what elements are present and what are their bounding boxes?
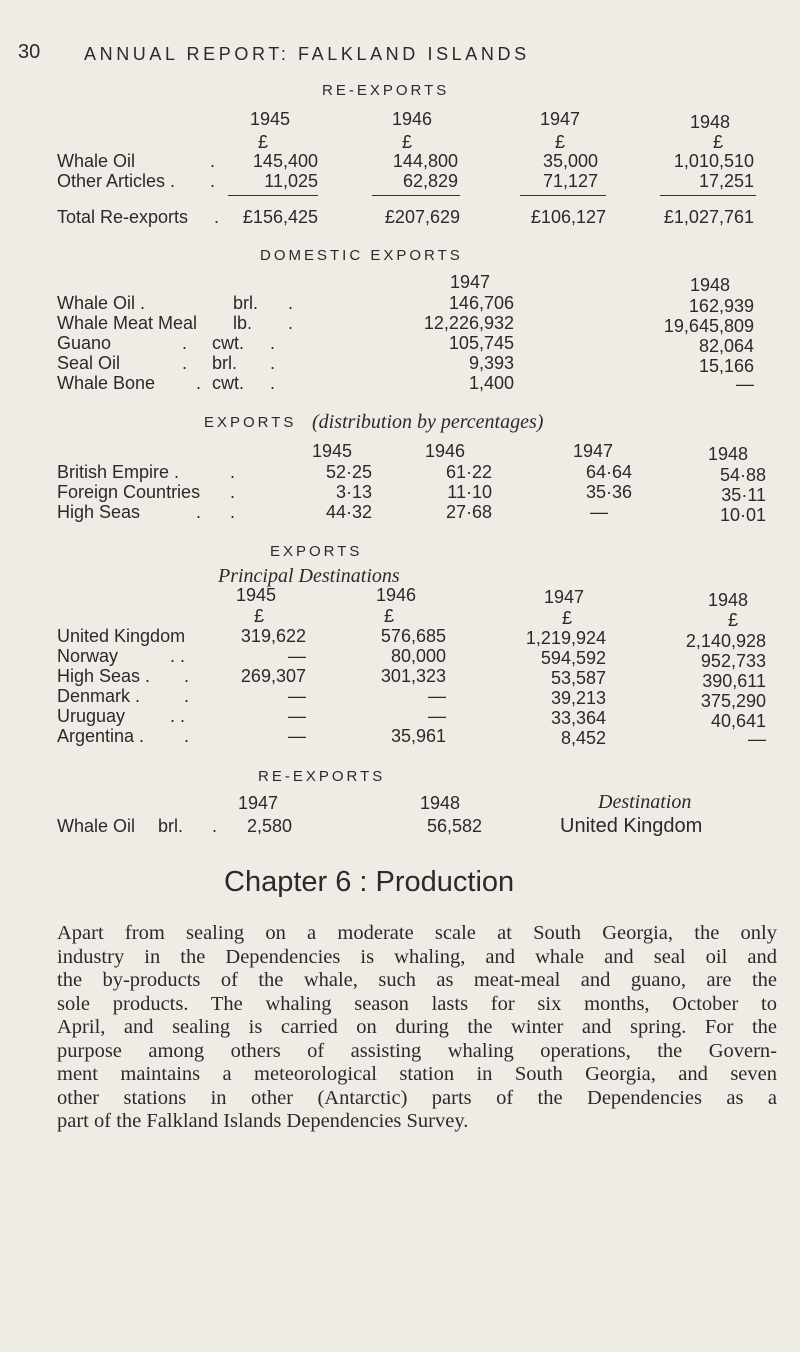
value-cell: 15,166 xyxy=(698,356,754,376)
year-header: 1947 xyxy=(543,587,585,607)
value-cell: 11,025 xyxy=(264,171,318,191)
value-cell: 40,641 xyxy=(710,711,766,731)
value-cell: 35,961 xyxy=(390,726,446,746)
page-number: 30 xyxy=(18,41,41,63)
domestic-exports-heading: DOMESTIC EXPORTS xyxy=(260,247,463,264)
row-label: Denmark . xyxy=(57,686,141,706)
value-cell: 594,592 xyxy=(540,648,606,668)
destinations-subheading: Principal Destinations xyxy=(218,565,400,587)
leader-dots: . xyxy=(288,313,294,333)
leader-dots: . xyxy=(230,482,236,502)
value-cell: 82,064 xyxy=(698,336,754,356)
year-header: 1945 xyxy=(235,585,277,605)
value-cell: 145,400 xyxy=(252,151,318,171)
leader-dots: . xyxy=(230,502,236,522)
leader-dots: . xyxy=(210,171,216,191)
value-cell: — xyxy=(288,686,306,706)
value-cell: 3·13 xyxy=(335,482,372,502)
chapter-title: Chapter 6 : Production xyxy=(224,866,515,898)
value-cell: — xyxy=(428,706,446,726)
year-header: 1947 xyxy=(449,272,491,292)
row-label: Whale Bone xyxy=(57,373,156,393)
value-cell: 269,307 xyxy=(240,666,306,686)
year-header: 1945 xyxy=(249,109,291,129)
currency-symbol: £ xyxy=(254,606,265,626)
unit-cell: brl. xyxy=(233,293,259,313)
row-label: British Empire . xyxy=(57,462,180,482)
paragraph-line: other stations in other (Antarctic) parts of the Dependencies as a xyxy=(57,1086,777,1109)
chapter-paragraph xyxy=(57,922,777,1134)
year-header: 1948 xyxy=(689,275,731,295)
leader-dots: . xyxy=(270,353,276,373)
leader-dots: . xyxy=(210,151,216,171)
leader-dots: . xyxy=(288,293,294,313)
value-cell: — xyxy=(288,646,306,666)
unit-cell: cwt. xyxy=(212,333,245,353)
row-label: Foreign Countries xyxy=(57,482,201,502)
value-cell: — xyxy=(288,706,306,726)
currency-symbol: £ xyxy=(555,132,566,152)
value-cell: 53,587 xyxy=(550,668,606,688)
row-label: Whale Oil xyxy=(57,151,136,171)
currency-symbol: £ xyxy=(402,132,413,152)
value-cell: 52·25 xyxy=(325,462,372,482)
value-cell: 105,745 xyxy=(448,333,514,353)
paragraph-line: ment maintains a meteorological station in South Georgia, and seven xyxy=(57,1063,777,1085)
unit-cell: brl. xyxy=(212,353,238,373)
value-cell: 301,323 xyxy=(380,666,446,686)
value-cell: 33,364 xyxy=(550,708,606,728)
row-label: High Seas . xyxy=(57,666,151,686)
value-cell: 12,226,932 xyxy=(423,313,514,333)
currency-symbol: £ xyxy=(384,606,395,626)
leader-dots: . . xyxy=(170,646,186,666)
value-cell: 162,939 xyxy=(688,296,754,316)
leader-dots: . xyxy=(270,333,276,353)
year-header: 1948 xyxy=(707,444,749,464)
row-label: Whale Oil . xyxy=(57,293,146,313)
leader-dots: . xyxy=(212,816,218,836)
destination-header: Destination xyxy=(598,791,692,813)
value-cell: 39,213 xyxy=(550,688,606,708)
value-cell: — xyxy=(736,374,754,394)
exports-heading: EXPORTS xyxy=(270,543,363,560)
total-label: Total Re-exports xyxy=(57,207,189,227)
value-cell: 576,685 xyxy=(380,626,446,646)
value-cell: 9,393 xyxy=(468,353,514,373)
year-header: 1948 xyxy=(419,793,461,813)
value-cell: 10·01 xyxy=(719,505,766,525)
row-label: Argentina . xyxy=(57,726,145,746)
unit-cell: brl. xyxy=(158,816,184,836)
value-cell: 375,290 xyxy=(700,691,766,711)
unit-cell: lb. xyxy=(233,313,253,333)
value-cell: 390,611 xyxy=(702,671,766,691)
leader-dots: . xyxy=(230,462,236,482)
year-header: 1948 xyxy=(689,112,731,132)
value-cell: 44·32 xyxy=(325,502,372,522)
total-cell: £106,127 xyxy=(530,207,606,227)
paragraph-line: industry in the Dependencies is whaling, and whale and seal oil and xyxy=(57,945,777,968)
leader-dots: . xyxy=(184,666,190,686)
leader-dots: . xyxy=(196,502,202,522)
row-label: United Kingdom xyxy=(57,626,186,646)
leader-dots: . xyxy=(184,686,190,706)
value-cell: 1,010,510 xyxy=(673,151,754,171)
value-cell: 146,706 xyxy=(448,293,514,313)
year-header: 1947 xyxy=(237,793,279,813)
paragraph-line: sole products. The whaling season lasts for six months, October to xyxy=(57,992,777,1015)
row-label: Guano xyxy=(57,333,112,353)
currency-symbol: £ xyxy=(562,608,573,628)
row-label: Uruguay xyxy=(57,706,126,726)
leader-dots: . xyxy=(270,373,276,393)
value-cell: 952,733 xyxy=(700,651,766,671)
year-header: 1946 xyxy=(391,109,433,129)
total-cell: £156,425 xyxy=(242,207,318,227)
year-header: 1946 xyxy=(424,441,466,461)
leader-dots: . xyxy=(184,726,190,746)
paragraph-line: Apart from sealing on a moderate scale at South Georgia, the only xyxy=(57,922,777,944)
value-cell: — xyxy=(748,729,766,749)
value-cell: 35·36 xyxy=(585,482,632,502)
total-cell: £207,629 xyxy=(384,207,460,227)
value-cell: 54·88 xyxy=(719,465,766,485)
value-cell: 80,000 xyxy=(390,646,446,666)
value-cell: 2,580 xyxy=(246,816,292,836)
value-cell: 35,000 xyxy=(542,151,598,171)
value-cell: 144,800 xyxy=(392,151,458,171)
value-cell: 71,127 xyxy=(542,171,598,191)
sum-rule xyxy=(660,195,756,196)
leader-dots: . xyxy=(182,353,188,373)
currency-symbol: £ xyxy=(713,132,724,152)
value-cell: 2,140,928 xyxy=(685,631,766,651)
value-cell: 8,452 xyxy=(560,728,606,748)
paragraph-line: purpose among others of assisting whaling operations, the Govern- xyxy=(57,1039,777,1062)
destination-cell: United Kingdom xyxy=(560,815,703,837)
row-label: Seal Oil xyxy=(57,353,121,373)
year-header: 1947 xyxy=(572,441,614,461)
leader-dots: . xyxy=(182,333,188,353)
currency-symbol: £ xyxy=(258,132,269,152)
paragraph-line: part of the Falkland Islands Dependencies Survey. xyxy=(57,1110,469,1132)
row-label: Other Articles . xyxy=(57,171,176,191)
year-header: 1945 xyxy=(311,441,353,461)
leader-dots: . xyxy=(214,207,220,227)
exports-heading: EXPORTS xyxy=(204,414,297,431)
value-cell: 62,829 xyxy=(402,171,458,191)
leader-dots: . xyxy=(196,373,202,393)
year-header: 1947 xyxy=(539,109,581,129)
value-cell: 64·64 xyxy=(585,462,632,482)
currency-symbol: £ xyxy=(728,610,739,630)
distribution-subheading: (distribution by percentages) xyxy=(312,411,544,433)
row-label: High Seas xyxy=(57,502,141,522)
reexports-heading: RE-EXPORTS xyxy=(322,82,450,99)
value-cell: 35·11 xyxy=(721,485,766,505)
row-label: Whale Oil xyxy=(57,816,136,836)
leader-dots: . . xyxy=(170,706,186,726)
value-cell: — xyxy=(288,726,306,746)
reexports-heading: RE-EXPORTS xyxy=(258,768,386,785)
value-cell: 61·22 xyxy=(445,462,492,482)
value-cell: 17,251 xyxy=(698,171,754,191)
sum-rule xyxy=(372,195,460,196)
year-header: 1948 xyxy=(707,590,749,610)
row-label: Norway xyxy=(57,646,119,666)
value-cell: 11·10 xyxy=(447,482,492,502)
year-header: 1946 xyxy=(375,585,417,605)
running-title: ANNUAL REPORT: FALKLAND ISLANDS xyxy=(84,44,530,64)
value-cell: 27·68 xyxy=(445,502,492,522)
total-cell: £1,027,761 xyxy=(663,207,754,227)
value-cell: — xyxy=(428,686,446,706)
unit-cell: cwt. xyxy=(212,373,245,393)
sum-rule xyxy=(520,195,606,196)
value-cell: 19,645,809 xyxy=(663,316,754,336)
value-cell: 1,400 xyxy=(468,373,514,393)
value-cell: 56,582 xyxy=(426,816,482,836)
paragraph-line: April, and sealing is carried on during the winter and spring. For the xyxy=(57,1016,777,1038)
value-cell: 319,622 xyxy=(240,626,306,646)
value-cell: — xyxy=(590,502,608,522)
value-cell: 1,219,924 xyxy=(525,628,606,648)
paragraph-line: the by-products of the whale, such as meat-meal and guano, are the xyxy=(57,969,777,991)
row-label: Whale Meat Meal xyxy=(57,313,198,333)
sum-rule xyxy=(228,195,318,196)
